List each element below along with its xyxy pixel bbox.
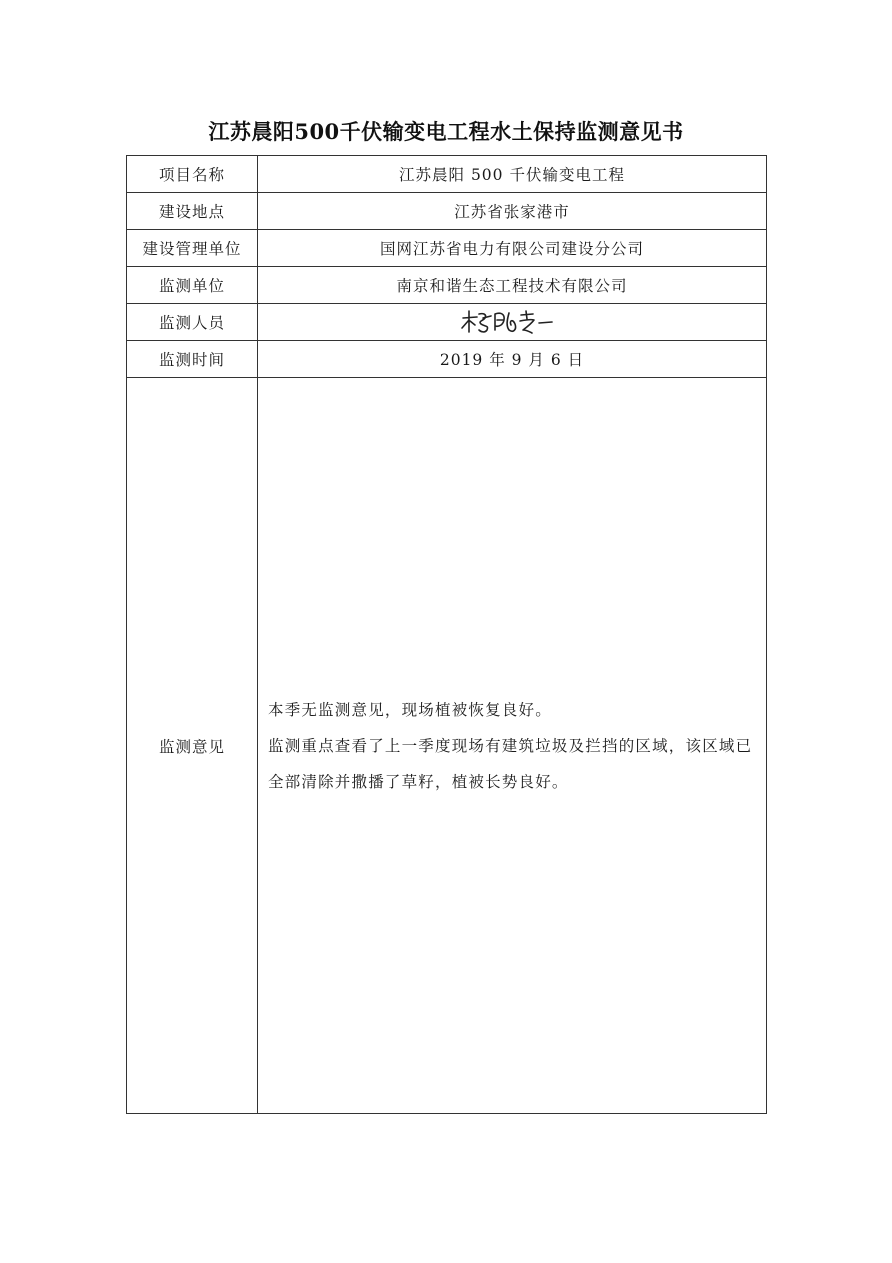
handwritten-signature bbox=[457, 308, 567, 336]
document-title: 江苏晨阳500千伏输变电工程水土保持监测意见书 bbox=[208, 119, 684, 144]
project-name-label: 项目名称 bbox=[127, 156, 258, 193]
project-name-value: 江苏晨阳 500 千伏输变电工程 bbox=[258, 156, 767, 193]
monitoring-personnel-label: 监测人员 bbox=[127, 304, 258, 341]
management-unit-label: 建设管理单位 bbox=[127, 230, 258, 267]
monitoring-personnel-value bbox=[258, 304, 767, 341]
monitoring-time-row bbox=[127, 341, 767, 378]
construction-location-label: 建设地点 bbox=[127, 193, 258, 230]
management-unit-value: 国网江苏省电力有限公司建设分公司 bbox=[258, 230, 767, 267]
monitoring-opinion-row bbox=[127, 378, 767, 1114]
construction-location-row bbox=[127, 193, 767, 230]
monitoring-time-label: 监测时间 bbox=[127, 341, 258, 378]
opinion-paragraph-1: 本季无监测意见，现场植被恢复良好。 bbox=[268, 700, 552, 719]
construction-location-value: 江苏省张家港市 bbox=[258, 193, 767, 230]
monitoring-unit-row bbox=[127, 267, 767, 304]
monitoring-time-value: 2019 年 9 月 6 日 bbox=[258, 341, 767, 378]
monitoring-opinion-label: 监测意见 bbox=[127, 378, 258, 1114]
monitoring-opinion-content bbox=[258, 378, 767, 1114]
monitoring-unit-label: 监测单位 bbox=[127, 267, 258, 304]
opinion-paragraph-2: 监测重点查看了上一季度现场有建筑垃圾及拦挡的区域，该区域已全部清除并撒播了草籽，植被长势良好。 bbox=[268, 736, 753, 791]
management-unit-row bbox=[127, 230, 767, 267]
project-name-row bbox=[127, 156, 767, 193]
monitoring-unit-value: 南京和谐生态工程技术有限公司 bbox=[258, 267, 767, 304]
monitoring-personnel-row bbox=[127, 304, 767, 341]
monitoring-opinion-form bbox=[126, 155, 767, 1114]
